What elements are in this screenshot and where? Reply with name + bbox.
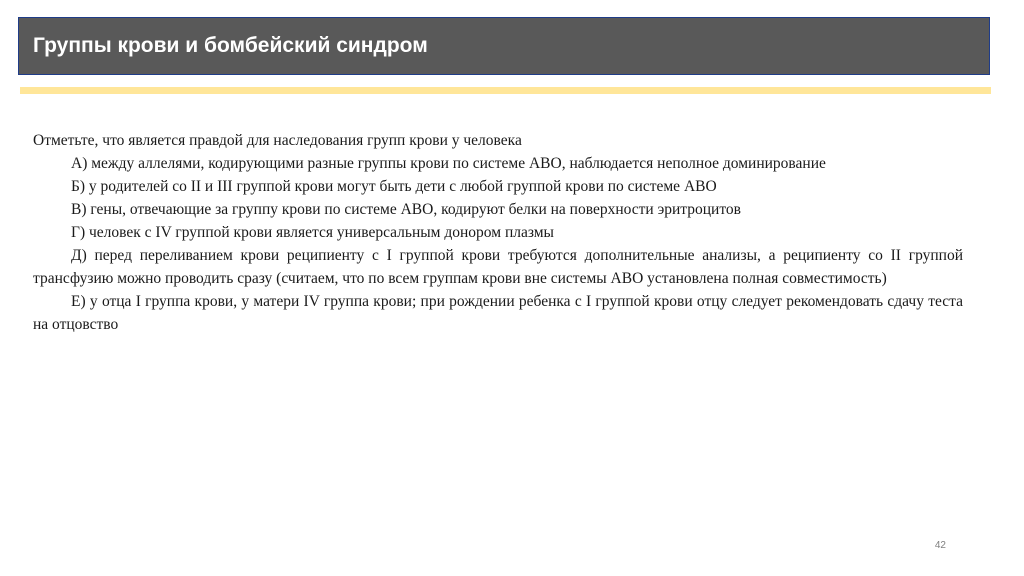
option-d: Г) человек с IV группой крови является универсальным донором плазмы <box>71 224 554 241</box>
option-c: В) гены, отвечающие за группу крови по системе АВО, кодируют белки на поверхности эритроцитов <box>71 201 741 218</box>
title-bar <box>18 17 990 75</box>
page-number: 42 <box>934 540 946 551</box>
accent-divider <box>20 87 991 94</box>
slide-content <box>33 129 963 336</box>
option-e: Д) перед переливанием крови реципиенту с I группой крови требуются дополнительные анализы, а реципиенту со II группой трансфузию можно проводить сразу (считаем, что по всем группам крови вне системы АВО установлена полная совместимость) <box>33 247 963 287</box>
option-f: Е) у отца I группа крови, у матери IV группа крови; при рождении ребенка с I группой крови отцу следует рекомендовать сдачу теста на отцовство <box>33 293 963 333</box>
question-text: Отметьте, что является правдой для наследования групп крови у человека <box>33 132 522 149</box>
option-a: А) между аллелями, кодирующими разные группы крови по системе АВО, наблюдается неполное доминирование <box>71 155 826 172</box>
slide-title: Группы крови и бомбейский синдром <box>33 34 428 57</box>
option-b: Б) у родителей со II и III группой крови могут быть дети с любой группой крови по системе АВО <box>71 178 717 195</box>
